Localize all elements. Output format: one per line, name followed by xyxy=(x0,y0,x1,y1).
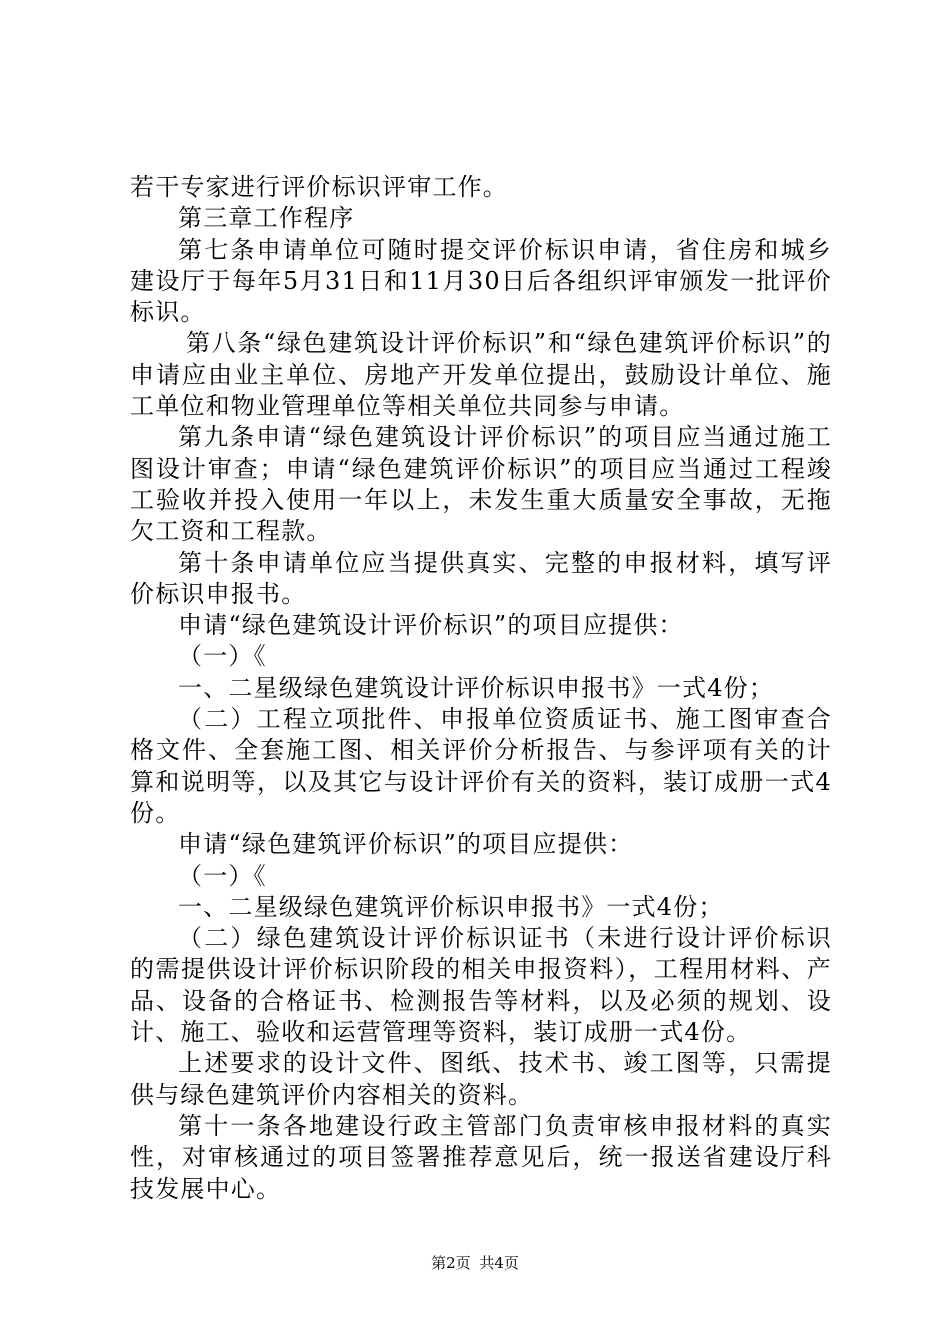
paragraph-continuation: 若干专家进行评价标识评审工作。 xyxy=(130,173,508,201)
paragraph: 上述要求的设计文件、图纸、技术书、竣工图等，只需提供与绿色建筑评价内容相关的资料。 xyxy=(130,1049,832,1109)
list-item-text: 一、二星级绿色建筑设计评价标识申报书》一式4份； xyxy=(178,673,775,702)
page-footer xyxy=(0,1253,950,1273)
article-10: 第十条申请单位应当提供真实、完整的申报材料，填写评价标识申报书。 xyxy=(130,548,832,608)
chapter-heading: 第三章工作程序 xyxy=(178,204,355,233)
article-11: 第十一条各地建设行政主管部门负责审核申报材料的真实性，对审核通过的项目签署推荐意见后，统一报送省建设厅科技发展中心。 xyxy=(130,1111,832,1203)
article-7: 第七条申请单位可随时提交评价标识申请，省住房和城乡建设厅于每年5月31日和11月30日后各组织评审颁发一批评价标识。 xyxy=(130,235,832,327)
article-9: 第九条申请“绿色建筑设计评价标识”的项目应当通过施工图设计审查；申请“绿色建筑评价标识”的项目应当通过工程竣工验收并投入使用一年以上，未发生重大质量安全事故，无拖欠工资和工程款。 xyxy=(130,423,832,546)
list-item: （二）绿色建筑设计评价标识证书（未进行设计评价标识的需提供设计评价标识阶段的相关申报资料），工程用材料、产品、设备的合格证书、检测报告等材料，以及必须的规划、设计、施工、验收和运营管理等资料，装订成册一式4份。 xyxy=(130,924,832,1047)
list-item-marker: （一）《 xyxy=(178,642,267,671)
label-requirements: 申请“绿色建筑评价标识”的项目应提供： xyxy=(178,830,634,859)
document-body xyxy=(130,172,832,1205)
design-label-requirements: 申请“绿色建筑设计评价标识”的项目应提供： xyxy=(178,611,684,640)
list-item-text: 一、二星级绿色建筑评价标识申报书》一式4份； xyxy=(178,892,724,921)
article-8: 第八条“绿色建筑设计评价标识”和“绿色建筑评价标识”的申请应由业主单位、房地产开发单位提出，鼓励设计单位、施工单位和物业管理单位等相关单位共同参与申请。 xyxy=(130,329,832,421)
page-number: 第2页 xyxy=(431,1254,471,1272)
list-item-marker: （一）《 xyxy=(178,861,267,890)
page-total: 共4页 xyxy=(479,1254,519,1272)
list-item: （二）工程立项批件、申报单位资质证书、施工图审查合格文件、全套施工图、相关评价分析报告、与参评项有关的计算和说明等，以及其它与设计评价有关的资料，装订成册一式4份。 xyxy=(130,705,832,827)
